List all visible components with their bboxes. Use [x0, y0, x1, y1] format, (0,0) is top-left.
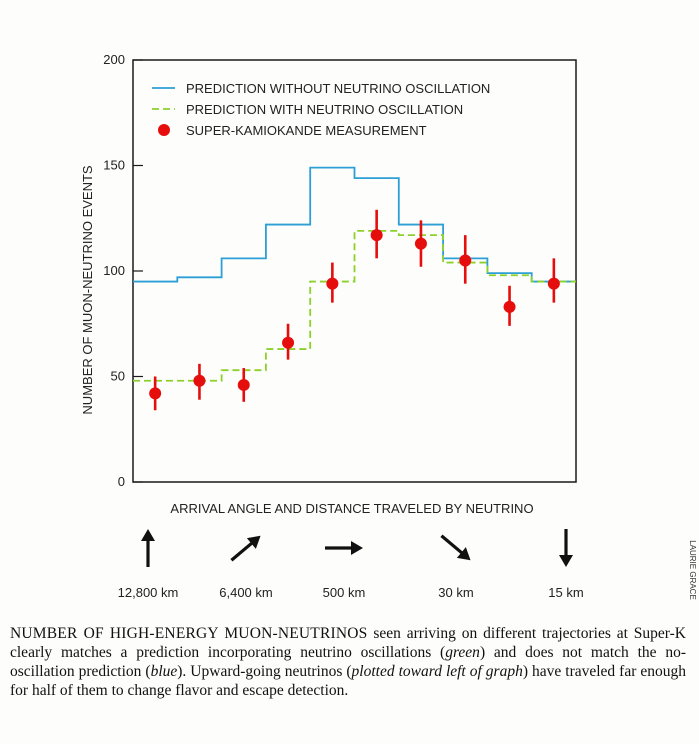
- caption-italic-blue: blue: [150, 663, 178, 680]
- credit-text: LAURIE GRACE: [688, 540, 697, 600]
- data-point: [149, 387, 161, 399]
- caption: [10, 624, 686, 700]
- caption-text-2: ) and does not match the no-oscillation prediction (: [10, 644, 686, 680]
- legend-label: SUPER-KAMIOKANDE MEASUREMENT: [186, 123, 427, 138]
- down-right-arrow-icon: [437, 530, 475, 565]
- distance-label: 6,400 km: [219, 585, 273, 600]
- data-point: [415, 238, 427, 250]
- caption-text-4: ) have traveled far enough for half of them to change flavor and escape detection.: [10, 663, 687, 699]
- y-tick-label: 100: [103, 263, 125, 278]
- distance-label: 500 km: [322, 585, 366, 600]
- y-axis: [103, 52, 143, 489]
- arrow-shaft: [231, 542, 253, 561]
- series-line: [133, 168, 576, 282]
- arrow-head: [141, 529, 155, 541]
- arrow-head: [351, 541, 363, 555]
- distance-label: 15 km: [548, 585, 584, 600]
- down-arrow-icon: [559, 529, 573, 567]
- data-point: [326, 278, 338, 290]
- x-axis-title: ARRIVAL ANGLE AND DISTANCE TRAVELED BY NEUTRINO: [170, 501, 534, 516]
- caption-text-3: ). Upward-going neutrinos (: [177, 663, 352, 680]
- right-arrow-icon: [325, 541, 363, 555]
- legend: [152, 81, 490, 138]
- y-tick-label: 50: [110, 368, 125, 384]
- y-axis-title: NUMBER OF MUON-NEUTRINO EVENTS: [80, 165, 95, 415]
- y-tick-label: 150: [103, 157, 125, 173]
- caption-italic-left: plotted toward left of graph: [351, 663, 523, 680]
- up-arrow-icon: [141, 529, 155, 567]
- data-point: [282, 337, 294, 349]
- legend-label: PREDICTION WITHOUT NEUTRINO OSCILLATION: [186, 81, 491, 96]
- distance-label: 12,800 km: [117, 585, 179, 600]
- y-tick-label: 200: [103, 52, 125, 67]
- legend-marker: [158, 124, 170, 136]
- arrow-shaft: [441, 536, 463, 555]
- data-point: [459, 254, 471, 266]
- data-point: [193, 375, 205, 387]
- caption-italic-green: green: [445, 644, 480, 661]
- distance-label: 30 km: [438, 585, 474, 600]
- caption-lead: NUMBER OF HIGH-ENERGY MUON-NEUTRINOS: [10, 625, 368, 642]
- up-right-arrow-icon: [227, 530, 265, 565]
- legend-label: PREDICTION WITH NEUTRINO OSCILLATION: [186, 102, 464, 117]
- y-tick-label: 0: [117, 474, 125, 489]
- data-point: [371, 229, 383, 241]
- data-point: [238, 379, 250, 391]
- caption-text-1: seen arriving on different trajectories at Super-K clearly matches a prediction incorporating neutrino oscillations (: [10, 625, 686, 661]
- arrow-head: [559, 555, 573, 567]
- data-point: [504, 301, 516, 313]
- direction-row: [118, 529, 584, 600]
- data-point: [548, 278, 560, 290]
- series-layer: [133, 168, 576, 411]
